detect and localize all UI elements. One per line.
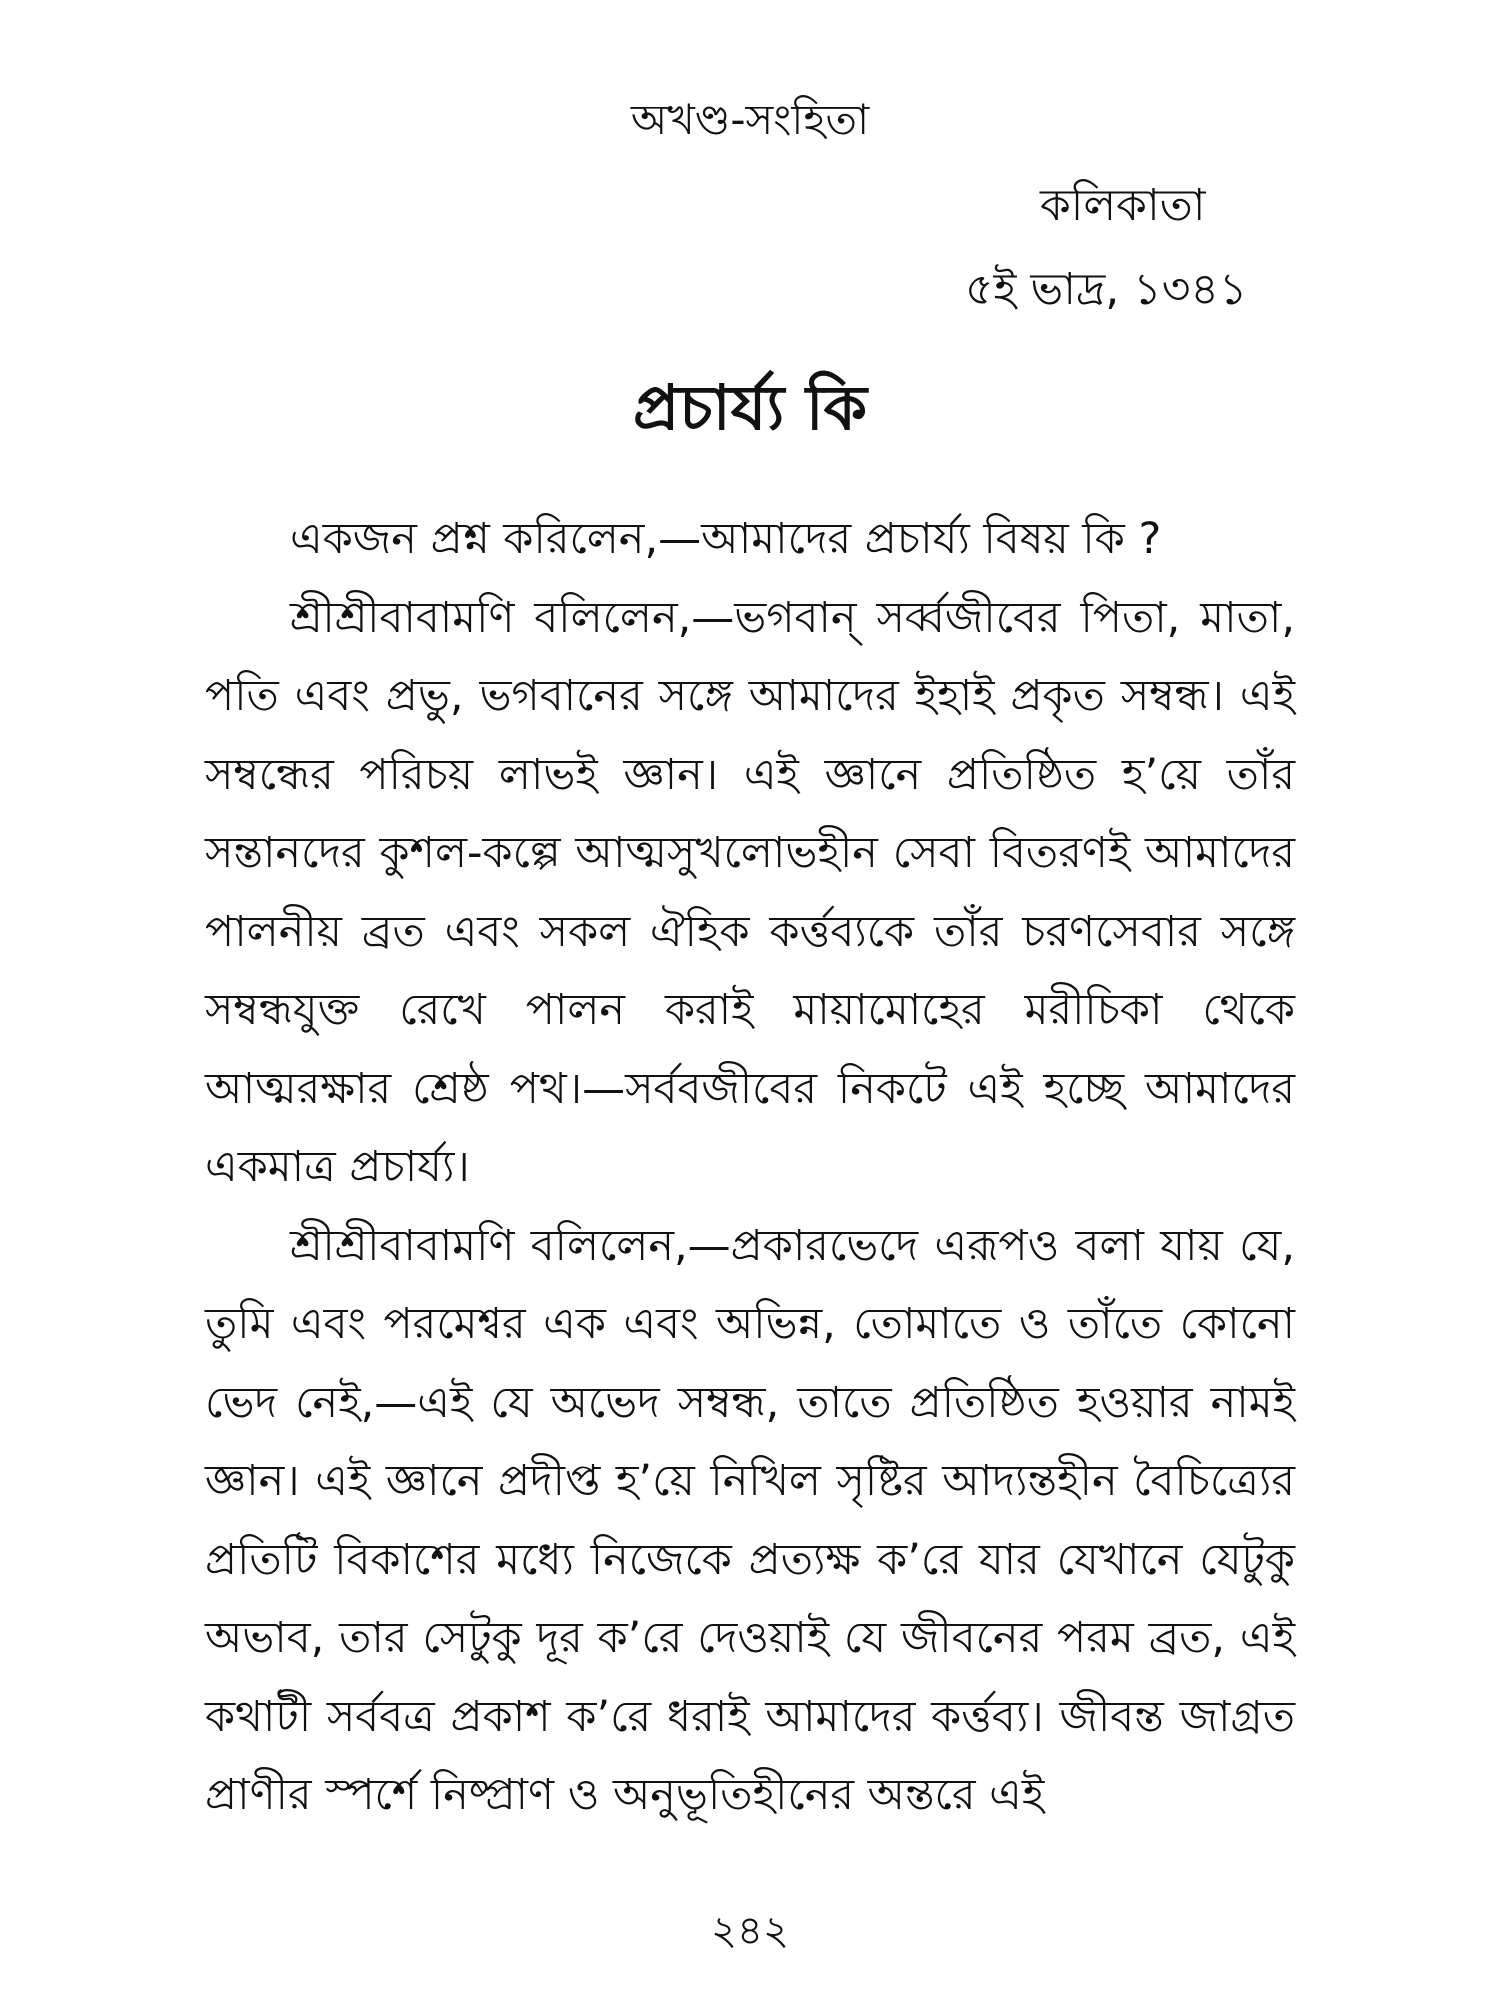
place-line: কলিকাতা xyxy=(1040,180,1206,231)
chapter-title: প্রচার্য্য কি xyxy=(632,371,868,444)
running-header: অখণ্ড-সংহিতা xyxy=(630,95,870,144)
date-line: ৫ই ভাদ্র, ১৩৪১ xyxy=(965,264,1248,315)
paragraph-answer-1: শ্রীশ্রীবাবামণি বলিলেন,—ভগবান্ সর্ব্বজীবের পিতা, মাতা, পতি এবং প্রভু, ভগবানের সঙ্গে আমাদের ইহাই প্রকৃত সম্বন্ধ। এই সম্বন্ধের পরিচয় লাভই জ্ঞান। এই জ্ঞানে প্রতিষ্ঠিত হ’য়ে তাঁর সন্তানদের কুশল-কল্পে আত্মসুখলোভহীন সেবা বিতরণই আমাদের পালনীয় ব্রত এবং সকল ঐহিক কর্ত্তব্যকে তাঁর চরণসেবার সঙ্গে সম্বন্ধযুক্ত রেখে পালন করাই মায়ামোহের মরীচিকা থেকে আত্মরক্ষার শ্রেষ্ঠ পথ।—সর্ববজীবের নিকটে এই হচ্ছে আমাদের একমাত্র প্রচার্য্য। xyxy=(205,592,1295,1192)
body-text xyxy=(205,500,1295,1835)
paragraph-question: একজন প্রশ্ন করিলেন,—আমাদের প্রচার্য্য বিষয় কি ? xyxy=(290,514,1162,564)
page-number: ২৪২ xyxy=(711,1908,789,1954)
paragraph-answer-2: শ্রীশ্রীবাবামণি বলিলেন,—প্রকারভেদে এরূপও বলা যায় যে, তুমি এবং পরমেশ্বর এক এবং অভিন্ন, তোমাতে ও তাঁতে কোনো ভেদ নেই,—এই যে অভেদ সম্বন্ধ, তাতে প্রতিষ্ঠিত হওয়ার নামই জ্ঞান। এই জ্ঞানে প্রদীপ্ত হ’য়ে নিখিল সৃষ্টির আদ্যন্তহীন বৈচিত্র্যের প্রতিটি বিকাশের মধ্যে নিজেকে প্রত্যক্ষ ক’রে যার যেখানে যেটুকু অভাব, তার সেটুকু দূর ক’রে দেওয়াই যে জীবনের পরম ব্রত, এই কথাটী সর্ববত্র প্রকাশ ক’রে ধরাই আমাদের কর্ত্তব্য। জীবন্ত জাগ্রত প্রাণীর স্পর্শে নিষ্প্রাণ ও অনুভূতিহীনের অন্তরে এই xyxy=(205,1220,1295,1820)
